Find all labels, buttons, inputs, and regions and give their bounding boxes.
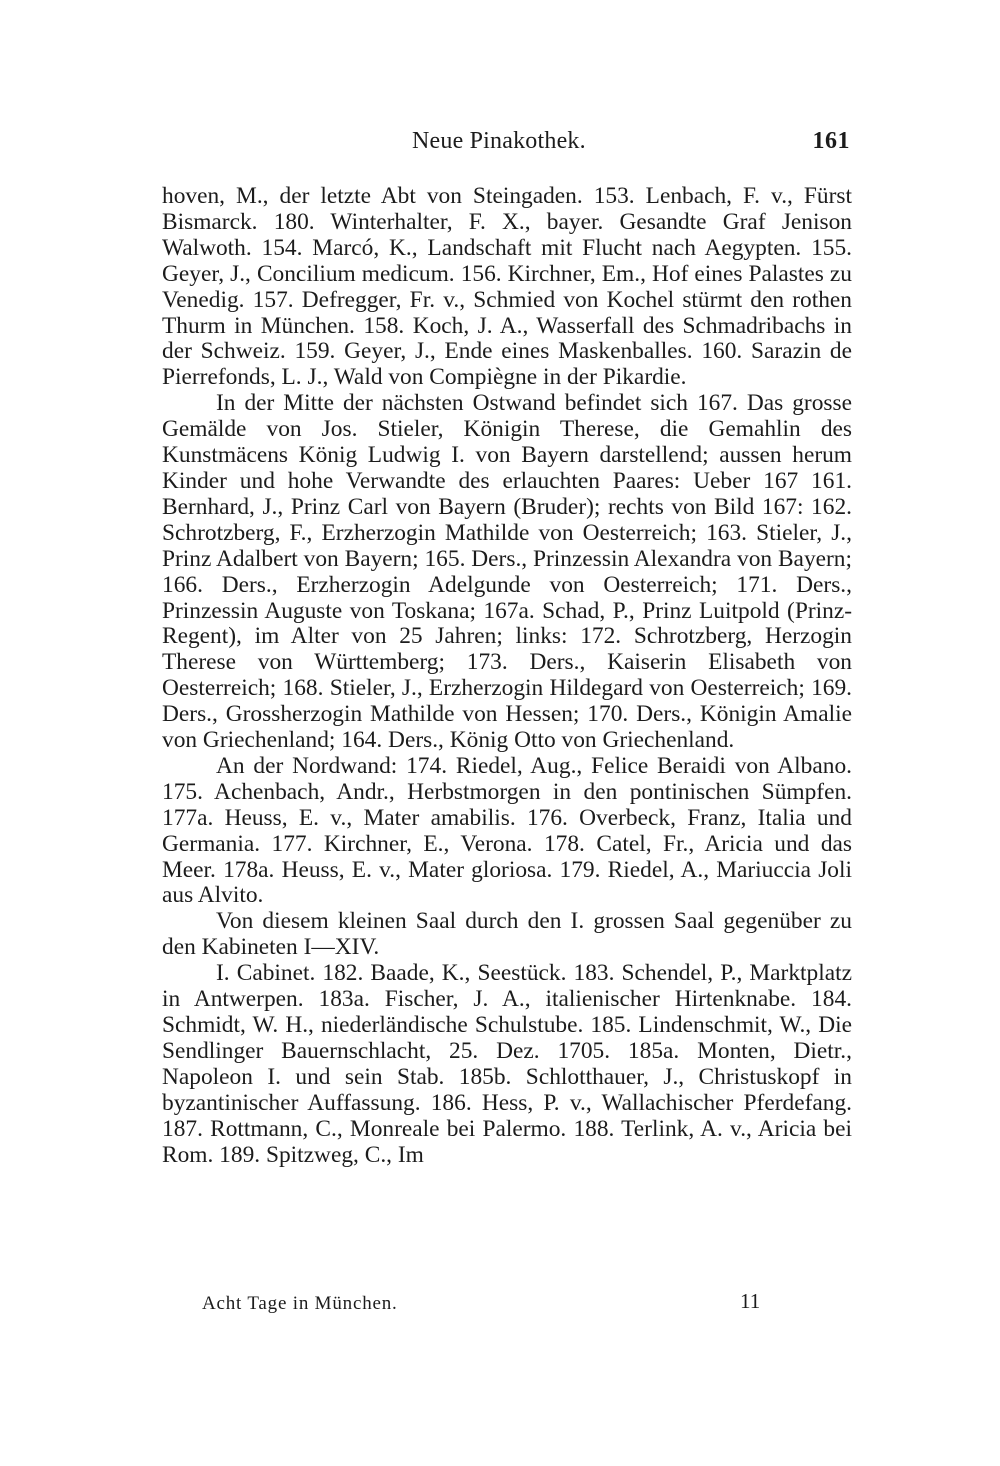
body-text (162, 184, 852, 1168)
paragraph: Von diesem kleinen Saal durch den I. grossen Saal gegenüber zu den Kabineten I—XIV. (162, 908, 852, 961)
running-header (162, 128, 852, 160)
page-number: 161 (812, 128, 850, 154)
sheet-number: 11 (740, 1289, 761, 1313)
book-page (162, 0, 852, 1466)
running-title: Neue Pinakothek. (412, 128, 586, 154)
paragraph: In der Mitte der nächsten Ostwand befindet sich 167. Das grosse Gemälde von Jos. Stieler, Königin Therese, die Gemahlin des Kunstmäcens König Ludwig I. von Bayern darstellend; aussen herum Kinder und hohe Verwandte des erlauchten Paares: Ueber 167 161. Bernhard, J., Prinz Carl von Bayern (Bruder); rechts von Bild 167: 162. Schrotzberg, F., Erzherzogin Mathilde von Oesterreich; 163. Stieler, J., Prinz Adalbert von Bayern; 165. Ders., Prinzessin Alexandra von Bayern; 166. Ders., Erzherzogin Adelgunde von Oesterreich; 171. Ders., Prinzessin Auguste von Toskana; 167a. Schad, P., Prinz Luitpold (Prinz-Regent), im Alter von 25 Jahren; links: 172. Schrotzberg, Herzogin Therese von Württemberg; 173. Ders., Kaiserin Elisabeth von Oesterreich; 168. Stieler, J., Erzherzogin Hildegard von Oesterreich; 169. Ders., Grossherzogin Mathilde von Hessen; 170. Ders., Königin Amalie von Griechenland; 164. Ders., König Otto von Griechenland. (162, 390, 852, 754)
paragraph: hoven, M., der letzte Abt von Steingaden. 153. Lenbach, F. v., Fürst Bismarck. 180. Winterhalter, F. X., bayer. Gesandte Graf Jenison Walwoth. 154. Marcó, K., Landschaft mit Flucht nach Aegypten. 155. Geyer, J., Concilium medicum. 156. Kirchner, Em., Hof eines Palastes zu Venedig. 157. Defregger, Fr. v., Schmied von Kochel stürmt den rothen Thurm in München. 158. Koch, J. A., Wasserfall des Schmadribachs in der Schweiz. 159. Geyer, J., Ende eines Maskenballes. 160. Sarazin de Pierrefonds, L. J., Wald von Compiègne in der Pikardie. (162, 183, 852, 391)
paragraph: I. Cabinet. 182. Baade, K., Seestück. 183. Schendel, P., Marktplatz in Antwerpen. 183a. Fischer, J. A., italienischer Hirtenknabe. 184. Schmidt, W. H., niederländische Schulstube. 185. Lindenschmit, W., Die Sendlinger Bauernschlacht, 25. Dez. 1705. 185a. Monten, Dietr., Napoleon I. und sein Stab. 185b. Schlotthauer, J., Christuskopf in byzantinischer Auffassung. 186. Hess, P. v., Wallachischer Pferdefang. 187. Rottmann, C., Monreale bei Palermo. 188. Terlink, A. v., Aricia bei Rom. 189. Spitzweg, C., Im (162, 960, 852, 1168)
signature-line: Acht Tage in München. (202, 1293, 398, 1314)
page-footer (162, 1289, 852, 1323)
paragraph: An der Nordwand: 174. Riedel, Aug., Felice Beraidi von Albano. 175. Achenbach, Andr., Herbstmorgen in den pontinischen Sümpfen. 177a. Heuss, E. v., Mater amabilis. 176. Overbeck, Franz, Italia und Germania. 177. Kirchner, E., Verona. 178. Catel, Fr., Aricia und das Meer. 178a. Heuss, E. v., Mater gloriosa. 179. Riedel, A., Mariuccia Joli aus Alvito. (162, 752, 852, 909)
